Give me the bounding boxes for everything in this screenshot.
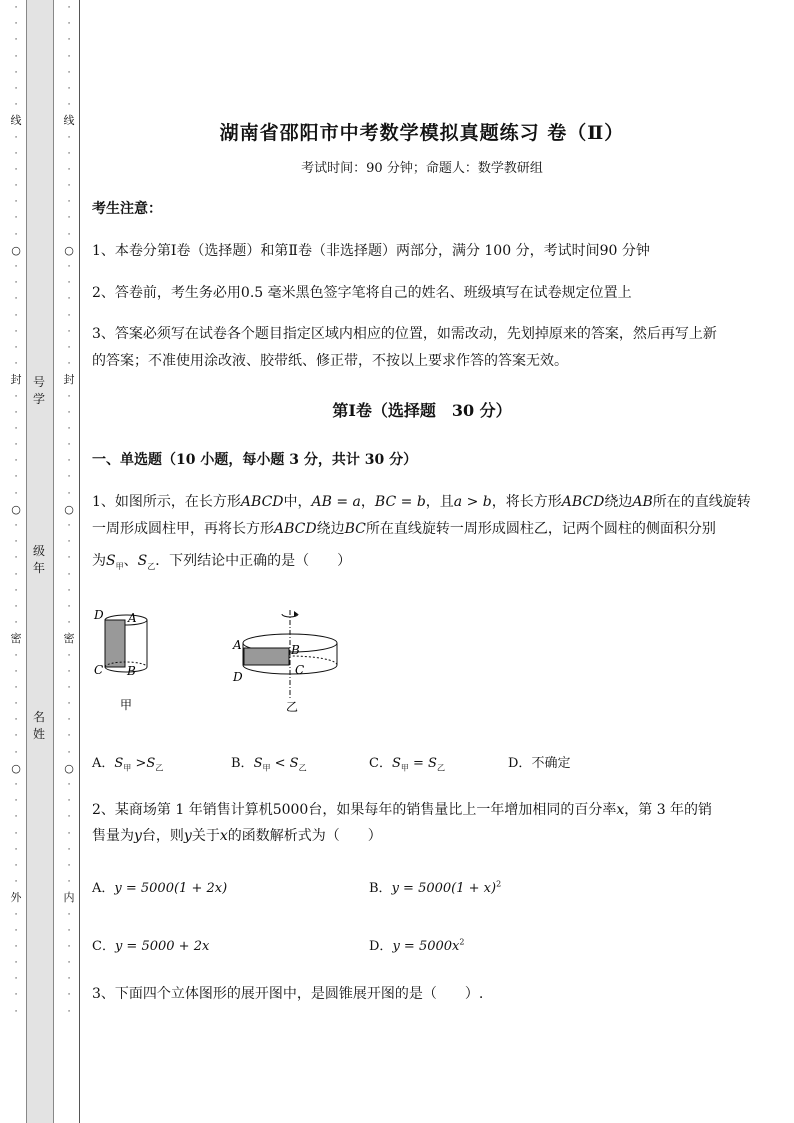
inner-dot: · [67,278,71,289]
inner-dot: · [67,310,71,321]
inner-dot: · [67,456,71,467]
outer-dot: · [14,456,18,467]
inner-dot: · [67,812,71,823]
outer-dot: · [14,19,18,30]
inner-dot: · [67,990,71,1001]
outer-dot: · [14,828,18,839]
outer-dot: · [14,391,18,402]
q2-option-c[interactable]: C．y = 5000 + 2x [92,939,210,954]
inner-dot: · [67,925,71,936]
margin-inner-column [59,0,79,1123]
figure-jia-caption: 甲 [120,698,133,712]
outer-dot: · [14,569,18,580]
inner-dot: · [67,3,71,13]
outer-dot: · [14,650,18,661]
outer-dot: · [14,844,18,855]
label-B: B [127,664,136,678]
q2-option-a[interactable]: A．y = 5000(1 + 2x) [92,881,228,896]
outer-dot: · [14,877,18,888]
outer-dot: · [14,715,18,726]
notice-item-3: 3、答案必须写在试卷各个题目指定区域内相应的位置，如需改动，先划掉原来的答案，然后再写上新 [92,326,717,342]
inner-dot: · [67,731,71,742]
q1-option-c[interactable]: C．$S_甲 = S_乙$ [369,756,445,773]
label-D: D [94,608,104,622]
outer-dot: · [14,860,18,871]
outer-seal-char: 密 [10,632,22,646]
inner-seal-char: 密 [63,632,75,646]
outer-dot: · [14,812,18,823]
inner-dot: · [67,229,71,240]
inner-dot: · [67,51,71,62]
label-C: C [94,663,104,677]
q2-line-2: 售量为y台，则y关于x的函数解析式为（ ） [92,828,382,844]
outer-dot: · [14,699,18,710]
outer-dot: · [14,440,18,451]
outer-dot: · [14,731,18,742]
inner-dot: · [67,213,71,224]
outer-dot: · [14,974,18,985]
q3-text: 3、下面四个立体图形的展开图中，是圆锥展开图的是（ ）. [92,986,484,1002]
section-title: 第Ⅰ卷（选择题 30 分） [332,401,512,420]
margin-divider [79,0,80,1123]
outer-dot: · [14,3,18,13]
inner-dot: · [67,359,71,370]
outer-seal-char: 封 [10,373,22,387]
inner-dot: · [67,197,71,208]
inner-dot: · [67,877,71,888]
outer-dot: · [14,925,18,936]
outer-seal-char: 线 [10,114,22,128]
outer-dot: · [14,601,18,612]
label-C: C [295,663,305,677]
inner-dot: · [67,747,71,758]
q1-line-2: 一周形成圆柱甲，再将长方形ABCD绕边BC所在直线旋转一周形成圆柱乙，记两个圆柱的侧面积分别 [92,521,716,537]
outer-dot: · [14,585,18,596]
q1-option-d[interactable]: D．不确定 [508,756,571,771]
outer-dot: · [14,521,18,531]
notice-item-2: 2、答卷前，考生务必用0.5 毫米黑色签字笔将自己的姓名、班级填写在试卷规定位置上 [92,285,632,301]
inner-dot: · [67,391,71,402]
inner-dot: · [67,262,71,272]
inner-dot: · [67,488,71,499]
outer-dot: · [14,990,18,1001]
part-heading: 一、单选题（10 小题，每小题 3 分，共计 30 分） [92,452,418,468]
grade-label: 级 年 [32,544,45,575]
outer-dot: · [14,488,18,499]
inner-dot: · [67,472,71,483]
outer-dot: · [14,909,18,920]
inner-dot: · [67,958,71,969]
outer-dot: · [14,51,18,62]
outer-dot: · [14,1006,18,1017]
q2-line-1: 2、某商场第 1 年销售计算机5000台，如果每年的销售量比上一年增加相同的百分率x，第 3 年的销 [92,802,713,818]
inner-seal-char: 封 [63,373,75,387]
inner-dot: · [67,909,71,920]
student-id-label: 号 学 [32,375,45,406]
inner-dot: · [67,666,71,677]
q2-option-d[interactable]: D．$y = 5000x^2$ [369,937,465,954]
inner-seal-char: 内 [63,891,75,905]
inner-circle-mark: ○ [64,502,74,516]
outer-dot: · [14,326,18,337]
outer-dot: · [14,553,18,564]
inner-dot: · [67,699,71,710]
inner-dot: · [67,19,71,30]
outer-circle-mark: ○ [11,761,21,775]
inner-dot: · [67,294,71,305]
outer-dot: · [14,666,18,677]
outer-dot: · [14,537,18,548]
label-A: A [128,611,137,625]
inner-dot: · [67,828,71,839]
outer-dot: · [14,780,18,790]
outer-seal-char: 外 [10,891,22,905]
outer-dot: · [14,342,18,353]
outer-dot: · [14,796,18,807]
outer-dot: · [14,747,18,758]
figure-yi-caption: 乙 [286,700,299,714]
outer-dot: · [14,67,18,78]
q1-option-b[interactable]: B．$S_甲 < S_乙$ [231,756,307,773]
outer-dot: · [14,407,18,418]
inner-dot: · [67,618,71,629]
outer-dot: · [14,359,18,370]
inner-dot: · [67,1006,71,1017]
inner-dot: · [67,148,71,159]
outer-dot: · [14,682,18,693]
inner-circle-mark: ○ [64,761,74,775]
inner-dot: · [67,342,71,353]
label-A: A [233,638,242,652]
q1-option-a[interactable]: A．$S_甲 >S_乙$ [92,756,164,773]
outer-dot: · [14,472,18,483]
inner-dot: · [67,521,71,531]
outer-dot: · [14,278,18,289]
inner-dot: · [67,181,71,192]
outer-dot: · [14,83,18,94]
inner-dot: · [67,796,71,807]
inner-dot: · [67,715,71,726]
inner-dot: · [67,974,71,985]
notice-item-3-cont: 的答案；不准使用涂改液、胶带纸、修正带，不按以上要求作答的答案无效。 [92,353,568,369]
inner-dot: · [67,67,71,78]
inner-dot: · [67,537,71,548]
q1-line-3: 为$S_甲$、$S_乙$．下列结论中正确的是（ ） [92,553,352,571]
q1-line-1: 1、如图所示，在长方形ABCD中，AB = a，BC = b，且a > b，将长方形ABCD绕边AB所在的直线旋转 [92,494,751,510]
inner-dot: · [67,326,71,337]
outer-circle-mark: ○ [11,243,21,257]
inner-dot: · [67,35,71,46]
inner-dot: · [67,601,71,612]
exam-title: 湖南省邵阳市中考数学模拟真题练习 卷（Ⅱ） [219,122,625,144]
outer-dot: · [14,941,18,952]
inner-dot: · [67,423,71,434]
outer-dot: · [14,132,18,143]
outer-dot: · [14,423,18,434]
label-D: D [233,670,243,684]
outer-dot: · [14,164,18,175]
inner-dot: · [67,682,71,693]
outer-dot: · [14,100,18,111]
outer-dot: · [14,213,18,224]
label-B: B [291,643,300,657]
inner-dot: · [67,844,71,855]
outer-dot: · [14,181,18,192]
inner-dot: · [67,860,71,871]
inner-dot: · [67,553,71,564]
inner-dot: · [67,83,71,94]
notice-item-1: 1、本卷分第Ⅰ卷（选择题）和第Ⅱ卷（非选择题）两部分，满分 100 分，考试时间90 分钟 [92,243,650,259]
inner-dot: · [67,585,71,596]
outer-dot: · [14,229,18,240]
exam-subtitle: 考试时间：90 分钟；命题人：数学教研组 [301,161,543,176]
inner-dot: · [67,440,71,451]
outer-dot: · [14,310,18,321]
outer-dot: · [14,197,18,208]
inner-circle-mark: ○ [64,243,74,257]
margin-outer-column [6,0,26,1123]
outer-dot: · [14,294,18,305]
inner-dot: · [67,164,71,175]
outer-circle-mark: ○ [11,502,21,516]
inner-dot: · [67,100,71,111]
outer-dot: · [14,35,18,46]
name-label: 名 姓 [32,710,45,741]
inner-seal-char: 线 [63,114,75,128]
inner-dot: · [67,132,71,143]
inner-dot: · [67,650,71,661]
outer-dot: · [14,262,18,272]
outer-dot: · [14,148,18,159]
q2-option-b[interactable]: B．$y = 5000(1 + x)^2$ [369,879,502,896]
outer-dot: · [14,958,18,969]
inner-dot: · [67,407,71,418]
outer-dot: · [14,618,18,629]
inner-dot: · [67,941,71,952]
inner-dot: · [67,569,71,580]
inner-dot: · [67,780,71,790]
notice-heading: 考生注意： [92,201,162,217]
figure-cylinder-yi [230,605,345,715]
figure-cylinder-jia [90,600,170,720]
